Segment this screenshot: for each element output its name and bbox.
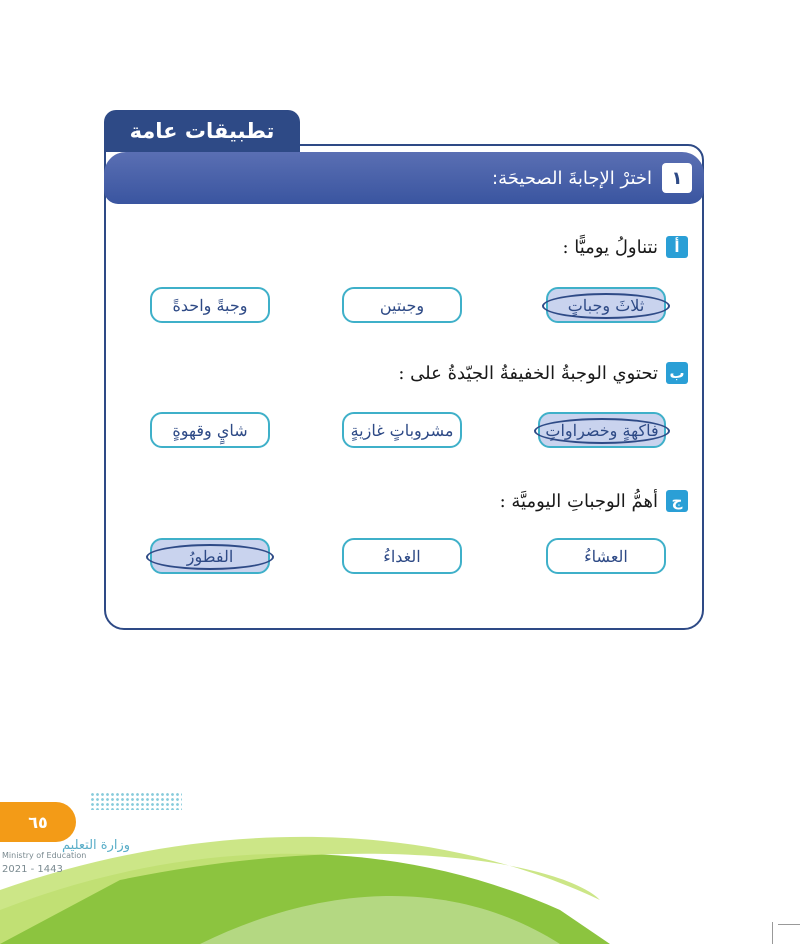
question-number: ١ [662, 163, 692, 193]
option-b-3[interactable] [150, 412, 270, 448]
edition-year: 2021 - 1443 [2, 864, 63, 875]
option-label: العشاءُ [584, 546, 628, 566]
ministry-name-ar: وزارة التعليم [62, 838, 131, 853]
ministry-name-en: Ministry of Education [2, 851, 87, 860]
option-a-2[interactable] [342, 287, 462, 323]
question-text: اخترْ الإجابةَ الصحيحَة: [492, 167, 652, 189]
option-c-2[interactable] [342, 538, 462, 574]
subquestion-letter: ج [666, 490, 688, 512]
option-label: ثلاثَ وجباتٍ [567, 295, 645, 315]
option-c-1[interactable] [546, 538, 666, 574]
subquestion-text: نتناولُ يوميًّا : [562, 236, 658, 258]
option-b-2[interactable] [342, 412, 462, 448]
subquestion-c [500, 490, 688, 512]
subquestion-letter: أ [666, 236, 688, 258]
logo-dots [90, 792, 182, 810]
subquestion-text: تحتوي الوجبةُ الخفيفةُ الجيّدةُ على : [398, 362, 658, 384]
subquestion-letter: ب [666, 362, 688, 384]
option-label: الفطورُ [186, 546, 234, 566]
option-label: وجبتين [379, 295, 425, 315]
option-label: وجبةً واحدةً [172, 295, 248, 315]
option-label: شايٍ وقهوةٍ [172, 420, 248, 440]
subquestion-text: أهمُّ الوجباتِ اليوميَّة : [499, 490, 658, 512]
section-title: تطبيقات عامة [104, 110, 300, 152]
option-label: فاكهةٍ وخضراواتٍ [545, 420, 659, 440]
subquestion-b [398, 362, 688, 384]
option-a-1[interactable] [546, 287, 666, 323]
subquestion-a [562, 236, 688, 258]
question-header [104, 152, 704, 204]
option-a-3[interactable] [150, 287, 270, 323]
page-number: ٦٥ [0, 802, 76, 842]
option-b-1[interactable] [538, 412, 666, 448]
option-label: الغداءُ [383, 546, 421, 566]
option-label: مشروباتٍ غازيةٍ [350, 420, 454, 440]
option-c-3[interactable] [150, 538, 270, 574]
